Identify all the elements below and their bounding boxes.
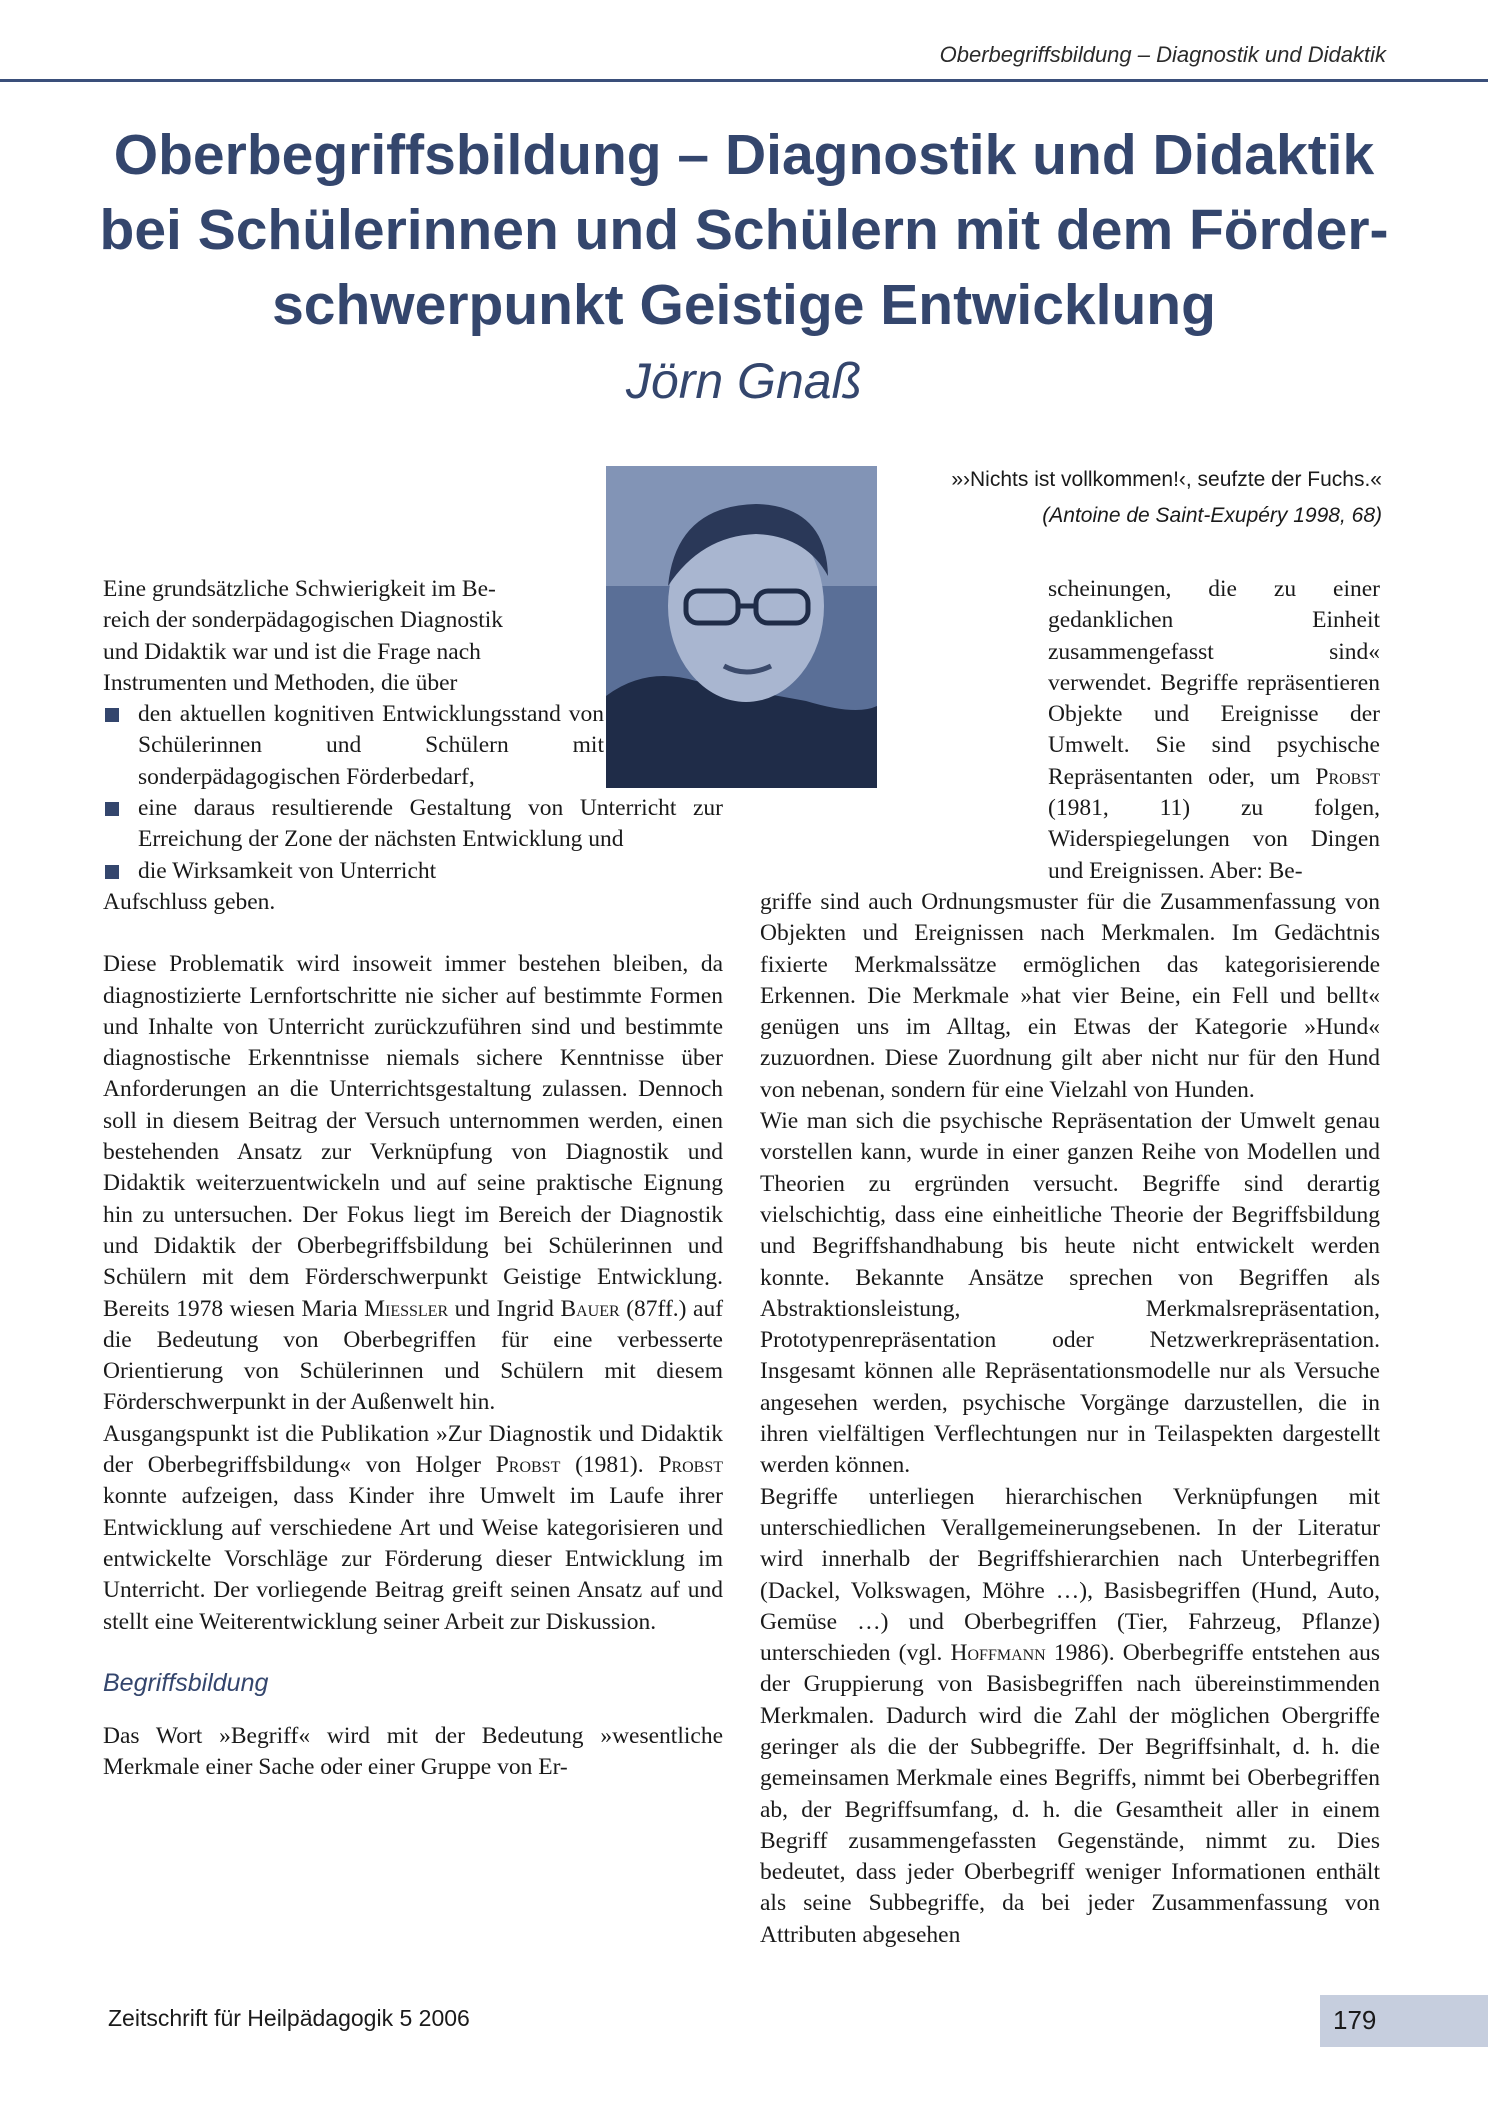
author-name: Jörn Gnaß [625,353,863,409]
paragraph-ausgangspunkt: Ausgangspunkt ist die Publikation »Zur Diagnostik und Didaktik der Oberbegriffsbildung« von Holger Probst (1981). Probst konnte aufzeigen, dass Kinder ihre Umwelt im Laufe ihrer Entwicklung auf verschiedene Art und Weise kategorisieren und entwickelte Vorschläge zur Förderung dieser Entwicklung im Unterricht. Der vorliegende Beitrag greift seinen Ansatz auf und stellt eine Weiterentwicklung seiner Arbeit zur Diskussion. [103,1420,724,1635]
epigraph-text: »›Nichts ist vollkommen!‹, seufzte der Fuchs.« [951,468,1382,491]
page-number: 179 [1333,2005,1377,2035]
epigraph-source: (Antoine de Saint-Exupéry 1998, 68) [1042,504,1382,527]
title-line-1: Oberbegriffsbildung – Diagnostik und Didaktik [113,123,1375,187]
intro-line-2: reich der sonderpädagogischen Diagnostik [103,607,504,634]
article-title [80,118,1408,343]
paragraph-begriff: Das Wort »Begriff« wird mit der Bedeutung »wesentliche Merkmale einer Sache oder einer Gruppe von Er- [103,1723,723,1781]
author-ref-probst: Probst [1315,763,1381,790]
square-bullet-icon [105,708,119,722]
paragraph-ordnungsmuster: griffe sind auch Ordnungsmuster für die Zusammenfassung von Objekten und Ereignissen nach Merkmalen. Im Gedächtnis fixierte Merkmalssätze ermöglichen das kategorisierende Erkennen. Die Merkmale »hat vier Beine, ein Fell und bellt« genügen uns im Alltag, ein Etwas der Kategorie »Hund« zuzuordnen. Diese Zuordnung gilt aber nicht nur für den Hund von nebenan, sondern für eine Vielzahl von Hunden. [760,888,1380,1103]
title-line-2: bei Schülerinnen und Schülern mit dem Förder- [99,198,1389,262]
intro-line-1: Eine grundsätzliche Schwierigkeit im Be- [103,576,496,602]
bullet-list [103,699,723,887]
running-title: Oberbegriffsbildung – Diagnostik und Didaktik [939,42,1386,67]
author-ref-hoffmann: Hoffmann [950,1640,1046,1667]
intro-line-4: Instrumenten und Methoden, die über [103,669,458,696]
left-column [103,574,723,1784]
paragraph-problematik: Diese Problematik wird insoweit immer bestehen bleiben, da diagnostizierte Lernfortschritte nie sicher auf bestimmte Formen und Inhalte von Unterricht zurückzuführen sind und bestimmte diagnostische Erkenntnisse niemals sichere Kenntnisse über Anforderungen an die Unterrichtsgestaltung zulassen. Dennoch soll in diesem Beitrag der Versuch unternommen werden, einen bestehenden Ansatz zur Verknüpfung von Diagnostik und Didaktik weiterzuentwickeln und auf seine praktische Eignung hin zu untersuchen. Der Fokus liegt im Bereich der Diagnostik und Didaktik der Oberbegriffsbildung bei Schülerinnen und Schülern mit dem Förderschwerpunkt Geistige Entwicklung. Bereits 1978 wiesen Maria Miessler und Ingrid Bauer (87ff.) auf die Bedeutung von Oberbegriffen für eine verbesserte Orientierung von Schülerinnen und Schülern mit diesem Förderschwerpunkt in der Außenwelt hin. [103,951,724,1416]
intro-line-3: und Didaktik war und ist die Frage nach [103,638,481,665]
square-bullet-icon [105,802,119,816]
paragraph-erscheinungen: scheinungen, die zu einer gedanklichen Einheit zusammengefasst sind« verwendet. Begriffe repräsentieren Objekte und Ereignisse der Umwelt. Sie sind psychische Repräsentanten oder, um Probst (1981, 11) zu folgen, Widerspiegelungen von Dingen und Ereignissen. Aber: Be- [1048,576,1381,884]
author-ref-probst: Probst [658,1452,724,1479]
square-bullet-icon [105,865,119,879]
paragraph-hierarchie: Begriffe unterliegen hierarchischen Verknüpfungen mit unterschiedlichen Verallgemeinerungsebenen. In der Literatur wird innerhalb der Begriffshierarchien nach Unterbegriffen (Dackel, Volkswagen, Möhre …), Basisbegriffen (Hund, Auto, Gemüse …) und Oberbegriffen (Tier, Fahrzeug, Pflanze) unterschieden (vgl. Hoffmann 1986). Oberbegriffe entstehen aus der Gruppierung von Basisbegriffen nach übereinstimmenden Merkmalen. Dadurch wird die Zahl der möglichen Obergriffe geringer als die der Subbegriffe. Der Begriffsinhalt, d. h. die gemeinsamen Merkmale eines Begriffs, nimmt bei Oberbegriffen ab, der Begriffsumfang, d. h. die Gesamtheit aller in einem Begriff zusammengefassten Gegenstände, nimmt zu. Dies bedeutet, dass jeder Oberbegriff weniger Informationen enthält als seine Subbegriffe, da bei jeder Zusammenfassung von Attributen abgesehen [760,1483,1380,1948]
paragraph-repraesentation: Wie man sich die psychische Repräsentation der Umwelt genau vorstellen kann, wurde in einer ganzen Reihe von Modellen und Theorien zu ergründen versucht. Begriffe sind derartig vielschichtig, dass eine einheitliche Theorie der Begriffsbildung und Begriffshandhabung bis heute nicht entwickelt werden konnte. Bekannte Ansätze sprechen von Begriffen als Abstraktionsleistung, Merkmalsrepräsentation, Prototypenrepräsentation oder Netzwerkrepräsentation. Insgesamt können alle Repräsentationsmodelle nur als Versuche angesehen werden, psychische Vorgänge darzustellen, die in ihren vielfältigen Verflechtungen nur in Teilaspekten dargestellt werden können. [760,1108,1380,1479]
right-column [760,574,1380,1951]
header-rule [0,79,1488,82]
section-heading: Begriffsbildung [103,1668,269,1697]
bullet-item: eine daraus resultierende Gestaltung von Unterricht zur Erreichung der Zone der nächsten Entwicklung und [103,793,723,856]
bullet-item: die Wirksamkeit von Unterricht [103,856,723,887]
epigraph [951,462,1382,534]
running-header [0,0,1488,80]
bullet-item: den aktuellen kognitiven Entwicklungsstand von Schülerinnen und Schülern mit sonderpädagogischen Förderbedarf, [103,699,604,793]
page-footer [0,1995,1488,2047]
author-ref-bauer: Bauer [560,1295,620,1322]
author-ref-probst: Probst [495,1452,561,1479]
author-ref-miessler: Miessler [364,1295,449,1322]
journal-name: Zeitschrift für Heilpädagogik 5 2006 [108,2005,470,2031]
title-line-3: schwerpunkt Geistige Entwicklung [272,273,1216,337]
after-bullets-text: Aufschluss geben. [103,888,276,915]
